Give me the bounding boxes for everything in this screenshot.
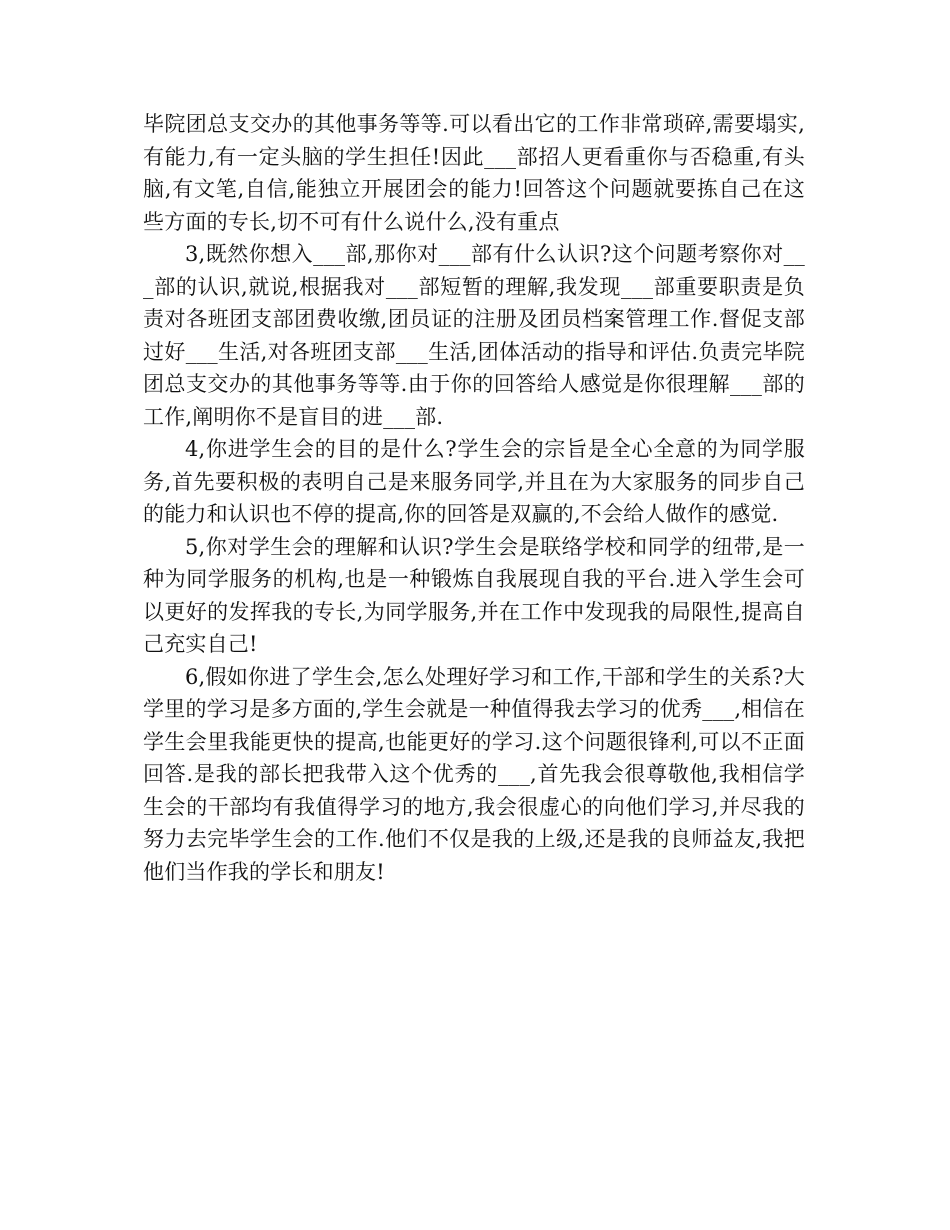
paragraph-question-6: 6,假如你进了学生会,怎么处理好学习和工作,干部和学生的关系?大学里的学习是多方面的,学生会就是一种值得我去学习的优秀___,相信在学生会里我能更快的提高,也能更好的学习.这个问题很锋利,可以不正面回答.是我的部长把我带入这个优秀的___,首先我会很尊敬他,我相信学生会的干部均有我值得学习的地方,我会很虚心的向他们学习,并尽我的努力去完毕学生会的工作.他们不仅是我的上级,还是我的良师益友,我把他们当作我的学长和朋友!: [143, 664, 805, 884]
paragraph-continuation: 毕院团总支交办的其他事务等等.可以看出它的工作非常琐碎,需要塌实,有能力,有一定头脑的学生担任!因此___部招人更看重你与否稳重,有头脑,有文笔,自信,能独立开展团会的能力!回答这个问题就要拣自己在这些方面的专长,切不可有什么说什么,没有重点: [143, 112, 805, 234]
paragraph-question-5: 5,你对学生会的理解和认识?学生会是联络学校和同学的纽带,是一种为同学服务的机构,也是一种锻炼自我展现自我的平台.进入学生会可以更好的发挥我的专长,为同学服务,并在工作中发现我的局限性,提高自己充实自己!: [143, 534, 805, 656]
document-body: [143, 108, 805, 888]
paragraph-question-3: 3,既然你想入___部,那你对___部有什么认识?这个问题考察你对___部的认识,就说,根据我对___部短暂的理解,我发现___部重要职责是负责对各班团支部团费收缴,团员证的注册及团员档案管理工作.督促支部过好___生活,对各班团支部___生活,团体活动的指导和评估.负责完毕院团总支交办的其他事务等等.由于你的回答给人感觉是你很理解___部的工作,阐明你不是盲目的进___部.: [143, 242, 805, 429]
paragraph-question-4: 4,你进学生会的目的是什么?学生会的宗旨是全心全意的为同学服务,首先要积极的表明自己是来服务同学,并且在为大家服务的同步自己的能力和认识也不停的提高,你的回答是双赢的,不会给人做作的感觉.: [143, 437, 805, 526]
